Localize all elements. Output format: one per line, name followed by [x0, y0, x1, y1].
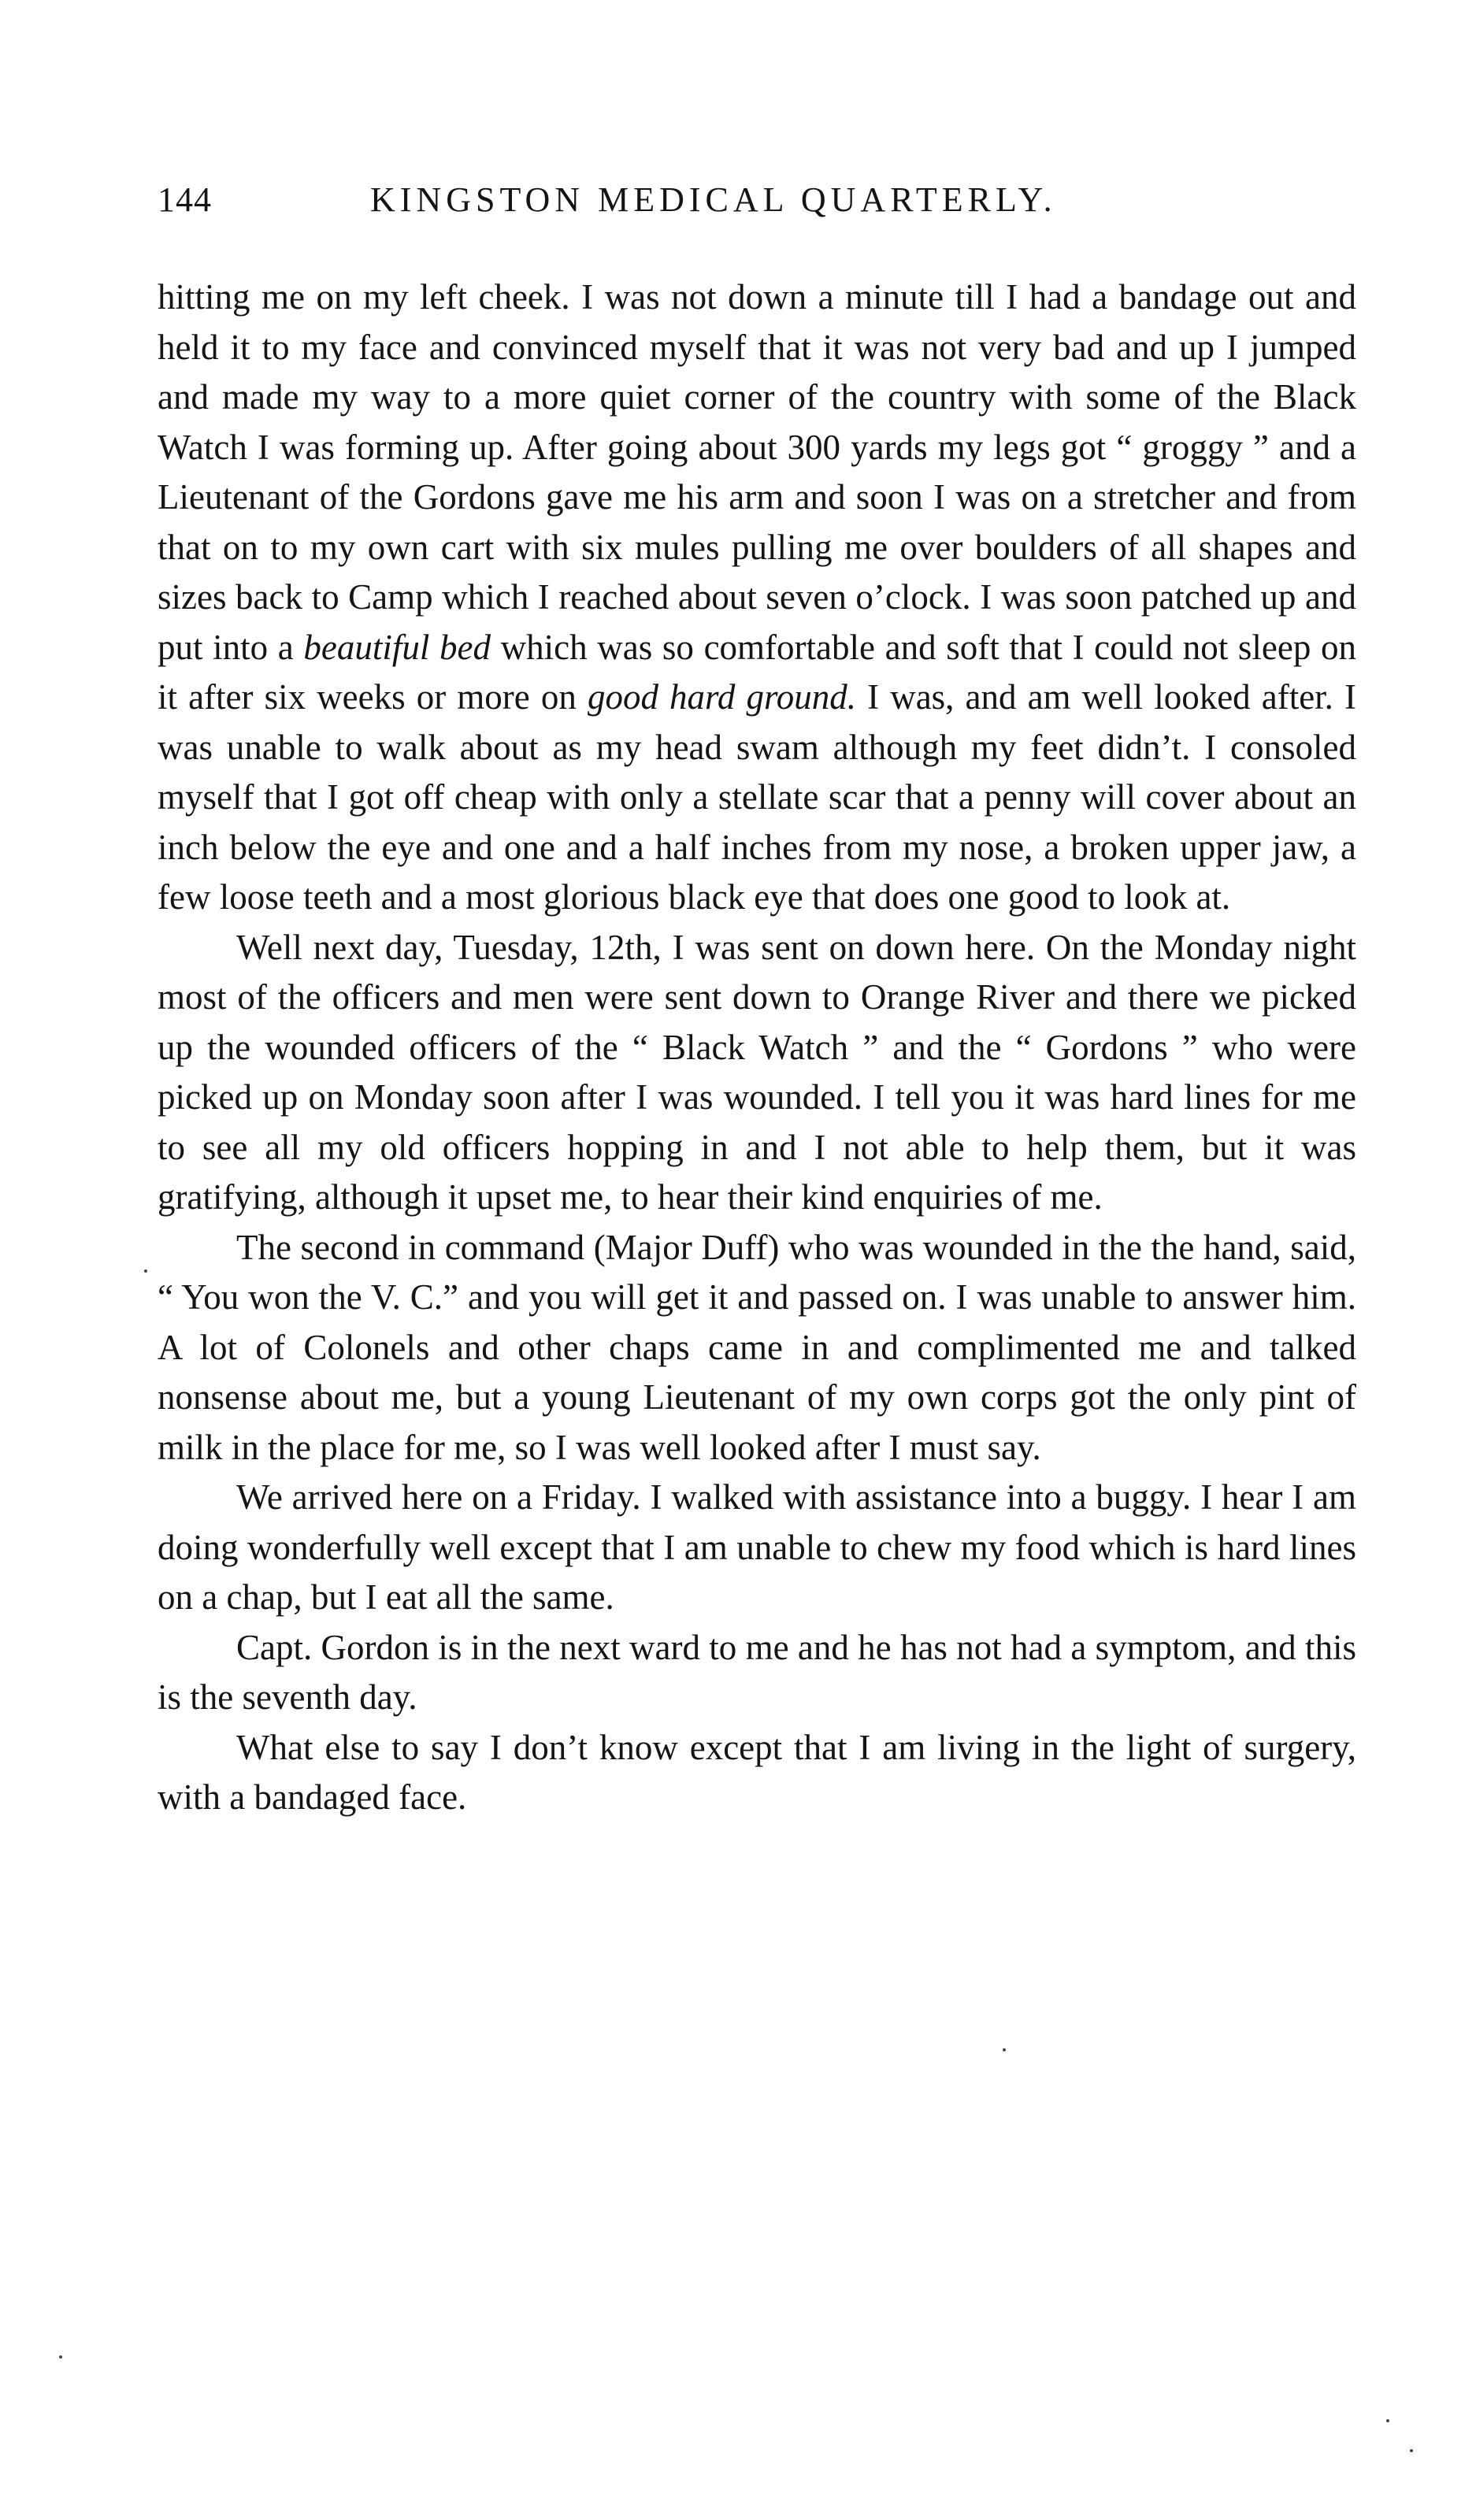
paragraph-2 [158, 923, 1356, 1223]
paper-speck [1410, 2449, 1413, 2452]
paragraph-text: which was so comfortable and soft that I could not sleep on it after six weeks or more on [158, 627, 1356, 717]
paper-speck [1386, 2419, 1389, 2422]
paragraph-text: Well next day, Tuesday, 12th, I was sent on down here. On the Monday night most of the officers and men were sent down to Orange River and there we picked up the wounded officers of the “ Black Watch ” and the “ Gordons ” who were picked up on Monday soon after I was wounded. I tell you it was hard lines for me to see all my old officers hopping in and I not able to help them, but it was gratifying, although it upset me, to hear their kind enquiries of me. [158, 927, 1356, 1217]
italic-phrase: good hard ground. [587, 677, 857, 717]
paper-speck [1003, 2048, 1006, 2051]
italic-phrase: beautiful bed [303, 627, 491, 667]
paper-speck [59, 2355, 62, 2359]
paragraph-text: Capt. Gordon is in the next ward to me and he has not had a symptom, and this is the seventh day. [158, 1627, 1356, 1717]
paragraph-1 [158, 272, 1356, 923]
running-head: KINGSTON MEDICAL QUARTERLY. [370, 180, 1057, 219]
paragraph-text: What else to say I don’t know except that I am living in the light of surgery, with a bandaged face. [158, 1727, 1356, 1817]
paragraph-text: hitting me on my left cheek. I was not down a minute till I had a bandage out and held it to my face and convinced myself that it was not very bad and up I jumped and made my way to a more quiet corner of the country with some of the Black Watch I was forming up. After going about 300 yards my legs got “ groggy ” and a Lieutenant of the Gordons gave me his arm and soon I was on a stretcher and from that on to my own cart with six mules pulling me over boulders of all shapes and sizes back to Camp which I reached about seven o’clock. I was soon patched up and put into a [158, 277, 1356, 667]
page-header [158, 180, 1339, 243]
paper-speck [144, 1269, 147, 1273]
paragraph-text: We arrived here on a Friday. I walked with assistance into a buggy. I hear I am doing wonderfully well except that I am unable to chew my food which is hard lines on a chap, but I eat all the same. [158, 1477, 1356, 1617]
letter-text [158, 272, 1356, 1823]
page-number: 144 [158, 180, 212, 219]
paragraph-text: The second in command (Major Duff) who was wounded in the the hand, said, “ You won the V. C.” and you will get it and passed on. I was unable to answer him. A lot of Colonels and other chaps came in and complimented me and talked nonsense about me, but a young Lieutenant of my own corps got the only pint of milk in the place for me, so I was well looked after I must say. [158, 1227, 1356, 1467]
paragraph-4 [158, 1473, 1356, 1623]
paragraph-3 [158, 1223, 1356, 1473]
paragraph-6 [158, 1723, 1356, 1823]
paragraph-text: I was, and am well looked after. I was unable to walk about as my head swam although my feet didn’t. I consoled myself that I got off cheap with only a stellate scar that a penny will cover about an inch below the eye and one and a half inches from my nose, a broken upper jaw, a few loose teeth and a most glorious black eye that does one good to look at. [158, 677, 1357, 917]
paragraph-5 [158, 1623, 1356, 1723]
